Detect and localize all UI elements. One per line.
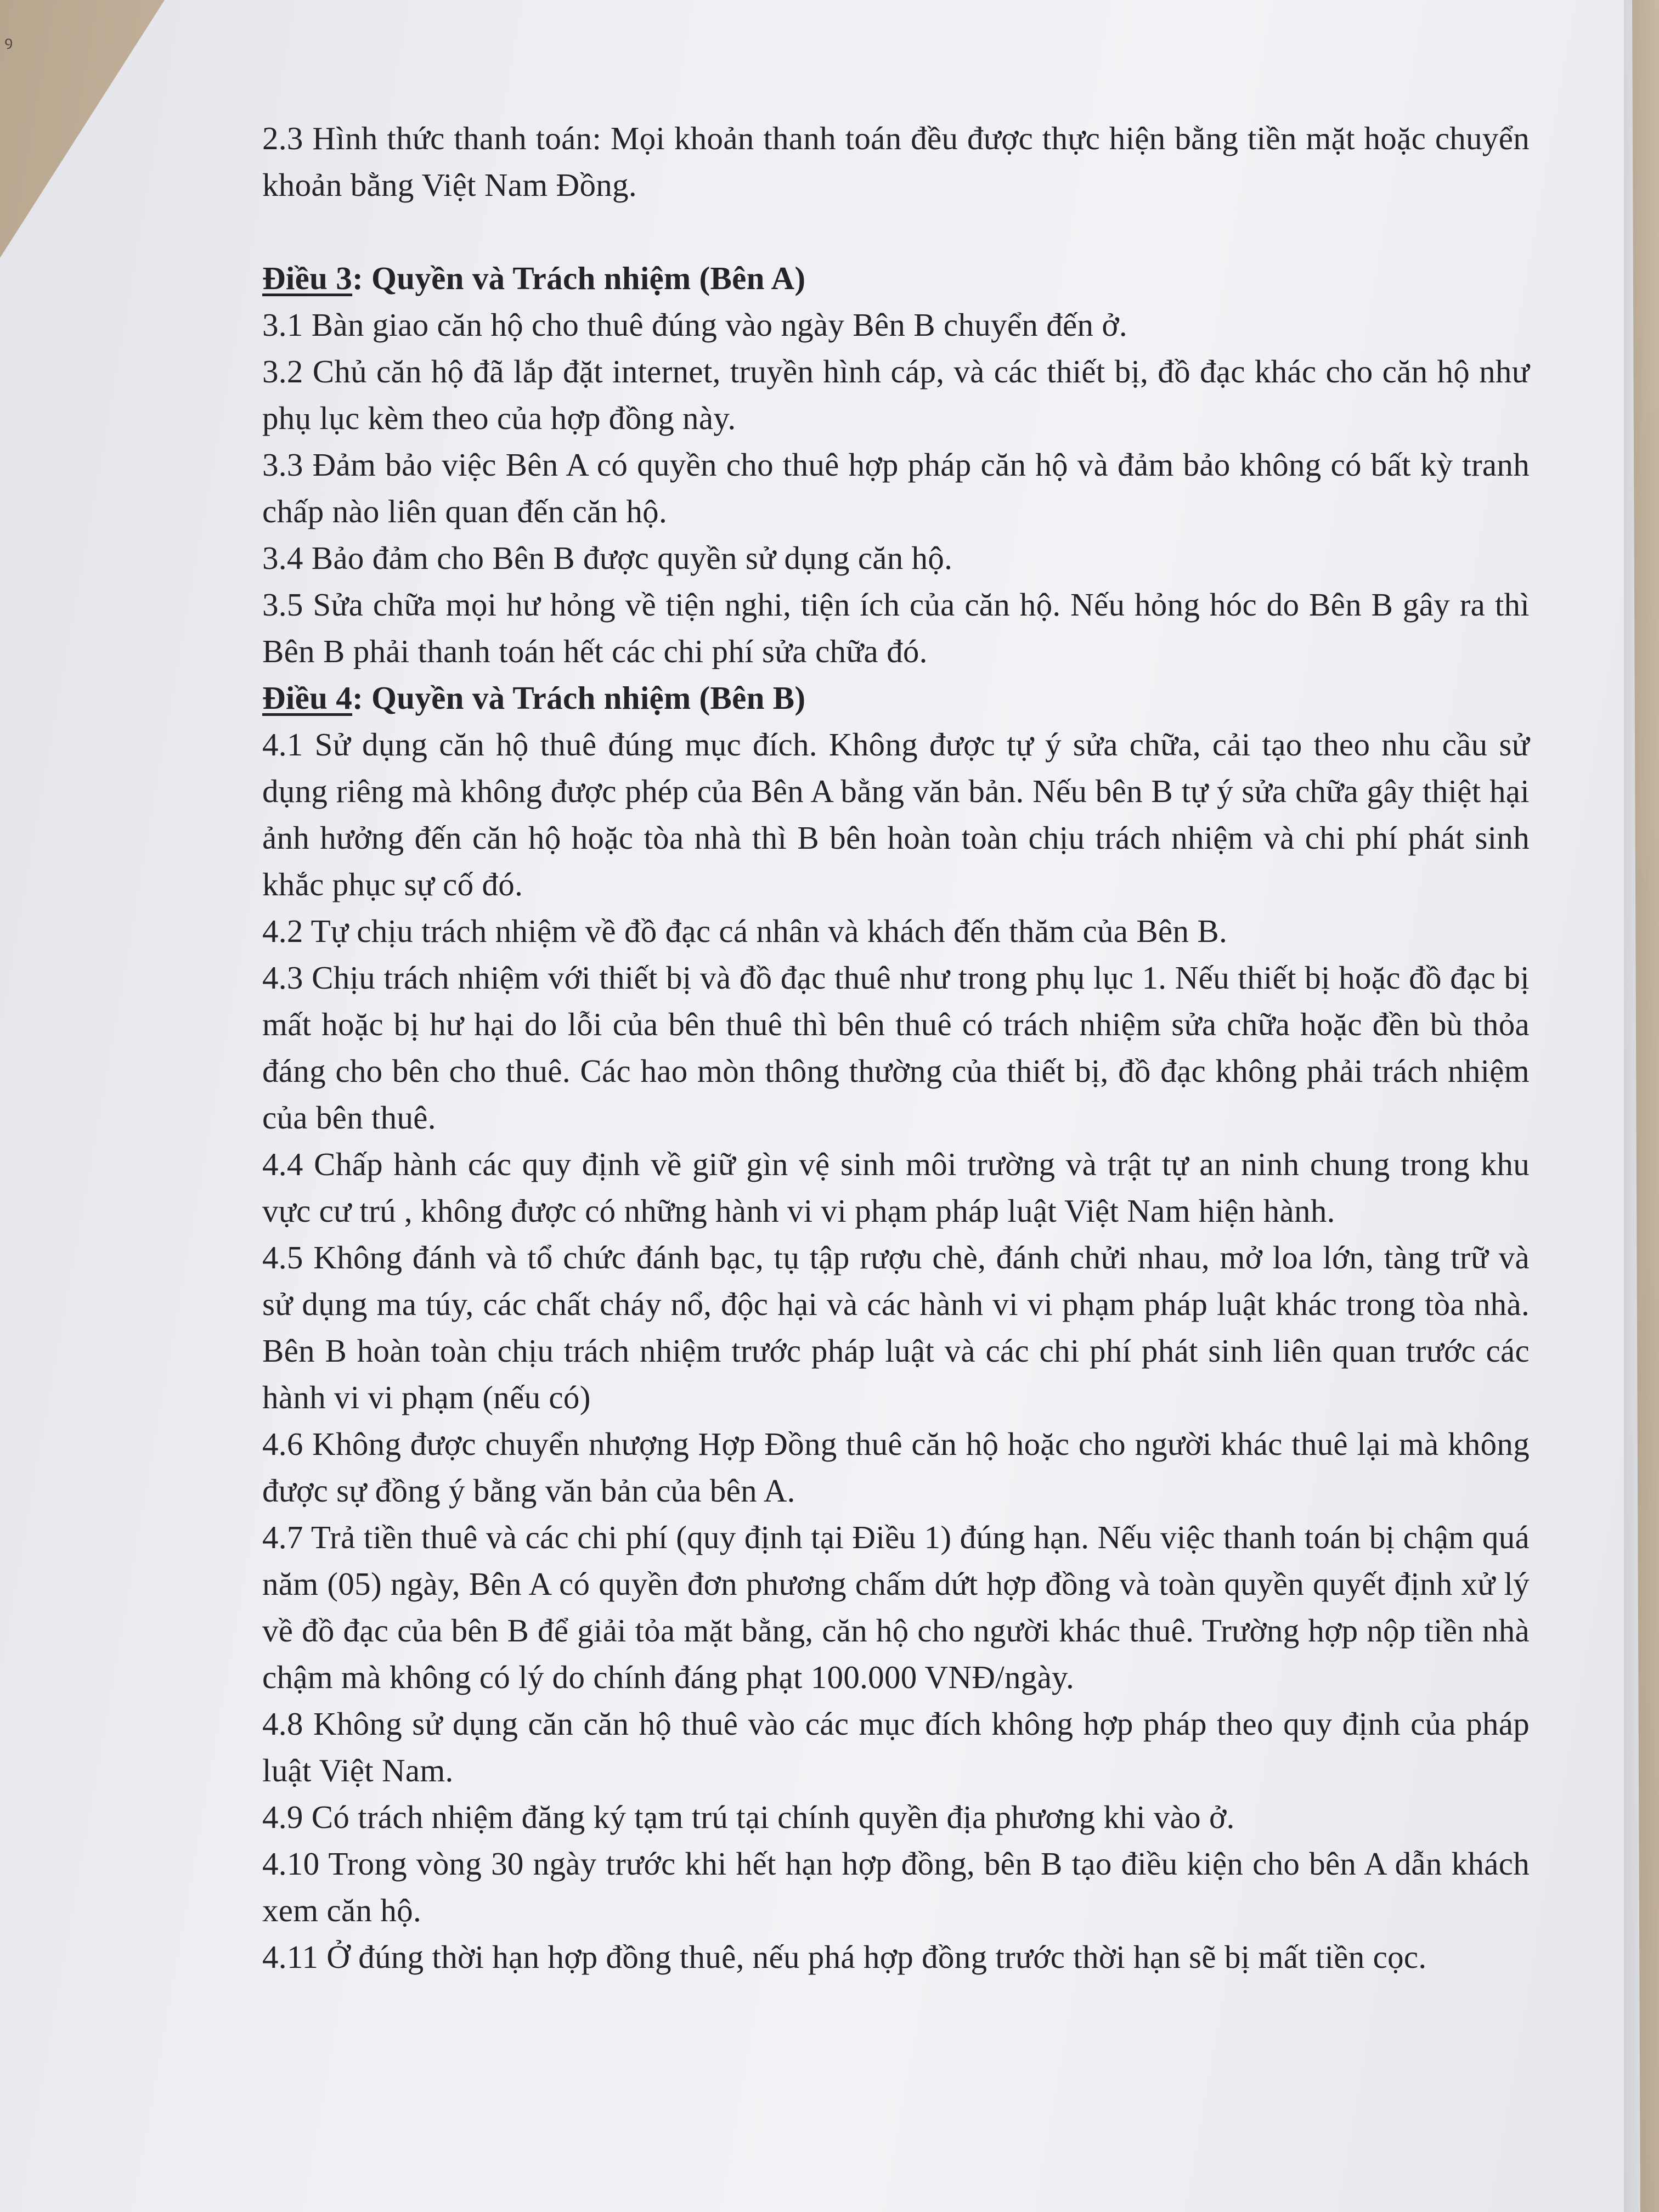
contract-text [262,115,1530,1980]
clause-4-11: 4.11 Ở đúng thời hạn hợp đồng thuê, nếu phá hợp đồng trước thời hạn sẽ bị mất tiền cọc. [262,1939,1427,1975]
article-3-heading [262,255,1530,302]
clause-3-4: 3.4 Bảo đảm cho Bên B được quyền sử dụng căn hộ. [262,540,953,576]
clause-2-3: 2.3 Hình thức thanh toán: Mọi khoản thanh toán đều được thực hiện bằng tiền mặt hoặc chuyển khoản bằng Việt Nam Đồng. [262,120,1530,203]
article-4-label: Điều 4 [262,680,353,716]
clause-4-1: 4.1 Sử dụng căn hộ thuê đúng mục đích. Không được tự ý sửa chữa, cải tạo theo nhu cầu sử dụng riêng mà không được phép của Bên A bằng văn bản. Nếu bên B tự ý sửa chữa gây thiệt hại ảnh hưởng đến căn hộ hoặc tòa nhà thì B bên hoàn toàn chịu trách nhiệm và chi phí phát sinh khắc phục sự cố đó. [262,726,1530,902]
spacer [262,208,1530,255]
clause-4-8: 4.8 Không sử dụng căn căn hộ thuê vào các mục đích không hợp pháp theo quy định của pháp luật Việt Nam. [262,1706,1530,1788]
clause-4-5: 4.5 Không đánh và tổ chức đánh bạc, tụ tập rượu chè, đánh chửi nhau, mở loa lớn, tàng trữ và sử dụng ma túy, các chất cháy nổ, độc hại và các hành vi vi phạm pháp luật khác trong tòa nhà. Bên B hoàn toàn chịu trách nhiệm trước pháp luật và các chi phí phát sinh liên quan trước các hành vi vi phạm (nếu có) [262,1239,1530,1415]
article-3-label: Điều 3 [262,260,353,296]
clause-4-9: 4.9 Có trách nhiệm đăng ký tạm trú tại chính quyền địa phương khi vào ở. [262,1799,1235,1835]
clause-4-6: 4.6 Không được chuyển nhượng Hợp Đồng thuê căn hộ hoặc cho người khác thuê lại mà không được sự đồng ý bằng văn bản của bên A. [262,1426,1530,1509]
article-3-title: : Quyền và Trách nhiệm (Bên A) [352,260,806,296]
clause-4-4: 4.4 Chấp hành các quy định về giữ gìn vệ sinh môi trường và trật tự an ninh chung trong khu vực cư trú , không được có những hành vi vi phạm pháp luật Việt Nam hiện hành. [262,1146,1530,1229]
clause-4-7: 4.7 Trả tiền thuê và các chi phí (quy định tại Điều 1) đúng hạn. Nếu việc thanh toán bị chậm quá năm (05) ngày, Bên A có quyền đơn phương chấm dứt hợp đồng và toàn quyền quyết định xử lý về đồ đạc của bên B để giải tỏa mặt bằng, căn hộ cho người khác thuê. Trường hợp nộp tiền nhà chậm mà không có lý do chính đáng phạt 100.000 VNĐ/ngày. [262,1519,1530,1695]
clause-4-2: 4.2 Tự chịu trách nhiệm về đồ đạc cá nhân và khách đến thăm của Bên B. [262,913,1228,949]
article-4-title: : Quyền và Trách nhiệm (Bên B) [352,680,806,716]
corner-mark: ꝰ [4,32,13,57]
clause-3-5: 3.5 Sửa chữa mọi hư hỏng về tiện nghi, tiện ích của căn hộ. Nếu hỏng hóc do Bên B gây ra thì Bên B phải thanh toán hết các chi phí sửa chữa đó. [262,586,1530,669]
page-shadow [1624,0,1659,2212]
article-4-heading [262,675,1530,721]
clause-3-2: 3.2 Chủ căn hộ đã lắp đặt internet, truyền hình cáp, và các thiết bị, đồ đạc khác cho căn hộ như phụ lục kèm theo của hợp đồng này. [262,353,1530,436]
clause-4-3: 4.3 Chịu trách nhiệm với thiết bị và đồ đạc thuê như trong phụ lục 1. Nếu thiết bị hoặc đồ đạc bị mất hoặc bị hư hại do lỗi của bên thuê thì bên thuê có trách nhiệm sửa chữa hoặc đền bù thỏa đáng cho bên cho thuê. Các hao mòn thông thường của thiết bị, đồ đạc không phải trách nhiệm của bên thuê. [262,960,1530,1136]
clause-3-1: 3.1 Bàn giao căn hộ cho thuê đúng vào ngày Bên B chuyển đến ở. [262,307,1127,343]
clause-3-3: 3.3 Đảm bảo việc Bên A có quyền cho thuê hợp pháp căn hộ và đảm bảo không có bất kỳ tranh chấp nào liên quan đến căn hộ. [262,447,1530,529]
clause-4-10: 4.10 Trong vòng 30 ngày trước khi hết hạn hợp đồng, bên B tạo điều kiện cho bên A dẫn khách xem căn hộ. [262,1846,1530,1928]
